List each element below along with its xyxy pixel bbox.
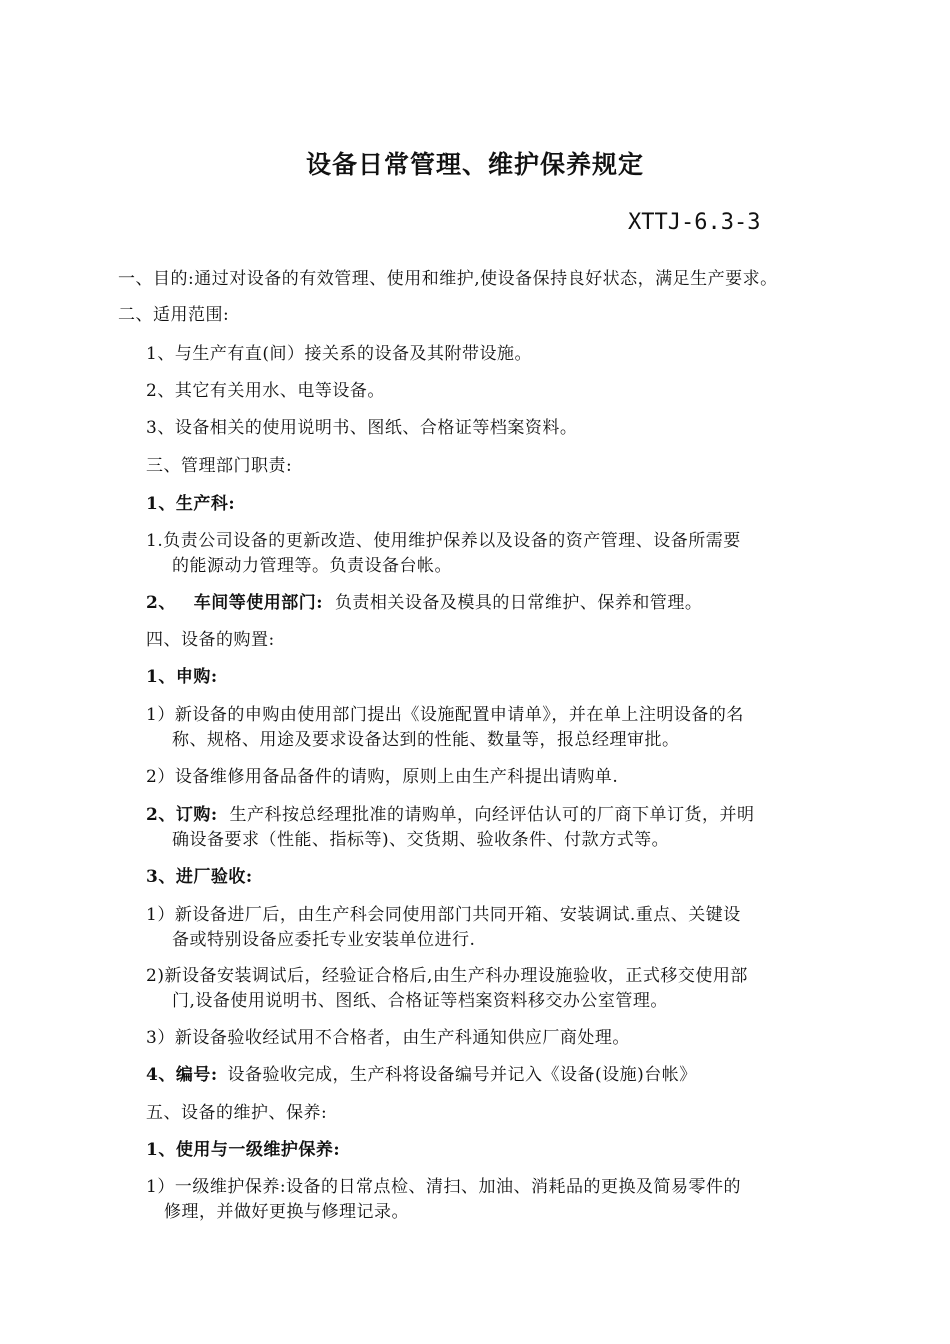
acceptance-item-2-line-1: 2)新设备安装调试后，经验证合格后,由生产科办理设施验收，正式移交使用部 [146,966,748,986]
first-level-item-1-line-1: 1）一级维护保养:设备的日常点检、清扫、加油、消耗品的更换及简易零件的 [146,1177,742,1197]
duties-heading: 三、管理部门职责: [146,456,293,476]
requisition-item-2: 2）设备维修用备品备件的请购，原则上由生产科提出请购单. [146,767,619,787]
scope-item-3: 3、设备相关的使用说明书、图纸、合格证等档案资料。 [146,418,578,438]
requisition-item-1-line-2: 称、规格、用途及要求设备达到的性能、数量等，报总经理审批。 [172,730,680,750]
numbering-label: 4、编号: [146,1065,218,1085]
ordering-line-1 [146,800,755,825]
scope-heading: 二、适用范围: [118,305,230,325]
maintenance-heading: 五、设备的维护、保养: [146,1103,328,1123]
production-dept-duty-line-2: 的能源动力管理等。负责设备台帐。 [172,556,452,576]
acceptance-item-2-line-2: 门,设备使用说明书、图纸、合格证等档案资料移交办公室管理。 [172,991,668,1011]
workshop-number: 2、 [146,593,176,613]
document-code: XTTJ-6.3-3 [628,210,761,235]
purchase-heading: 四、设备的购置: [146,630,275,650]
workshop-duty-line [146,588,702,613]
first-level-maintenance-heading: 1、使用与一级维护保养: [146,1140,341,1160]
acceptance-item-1-line-1: 1）新设备进厂后，由生产科会同使用部门共同开箱、安装调试.重点、关键设 [146,905,741,925]
ordering-line-2: 确设备要求（性能、指标等)、交货期、验收条件、付款方式等。 [172,830,670,850]
workshop-label: 车间等使用部门: [193,593,324,613]
document-title: 设备日常管理、维护保养规定 [305,150,644,179]
scope-item-1: 1、与生产有直(间）接关系的设备及其附带设施。 [146,344,532,364]
scope-item-2: 2、其它有关用水、电等设备。 [146,381,385,401]
ordering-label: 2、订购: [146,805,218,825]
workshop-duty-text: 负责相关设备及模具的日常维护、保养和管理。 [334,593,703,613]
purpose-line: 一、目的:通过对设备的有效管理、使用和维护,使设备保持良好状态，满足生产要求。 [118,269,778,289]
numbering-text: 设备验收完成，生产科将设备编号并记入《设备(设施)台帐》 [227,1065,697,1085]
acceptance-item-1-line-2: 备或特别设备应委托专业安装单位进行. [172,930,476,950]
acceptance-item-3: 3）新设备验收经试用不合格者，由生产科通知供应厂商处理。 [146,1028,630,1048]
production-dept-duty-line-1: 1.负责公司设备的更新改造、使用维护保养以及设备的资产管理、设备所需要 [146,531,741,551]
production-dept-heading: 1、生产科: [146,494,236,514]
requisition-item-1-line-1: 1）新设备的申购由使用部门提出《设施配置申请单》，并在单上注明设备的名 [146,705,744,725]
acceptance-heading: 3、进厂验收: [146,867,253,887]
requisition-heading: 1、申购: [146,667,218,687]
ordering-text-1: 生产科按总经理批准的请购单，向经评估认可的厂商下单订货，并明 [229,805,755,825]
numbering-line [146,1060,697,1085]
first-level-item-1-line-2: 修理，并做好更换与修理记录。 [164,1202,409,1222]
